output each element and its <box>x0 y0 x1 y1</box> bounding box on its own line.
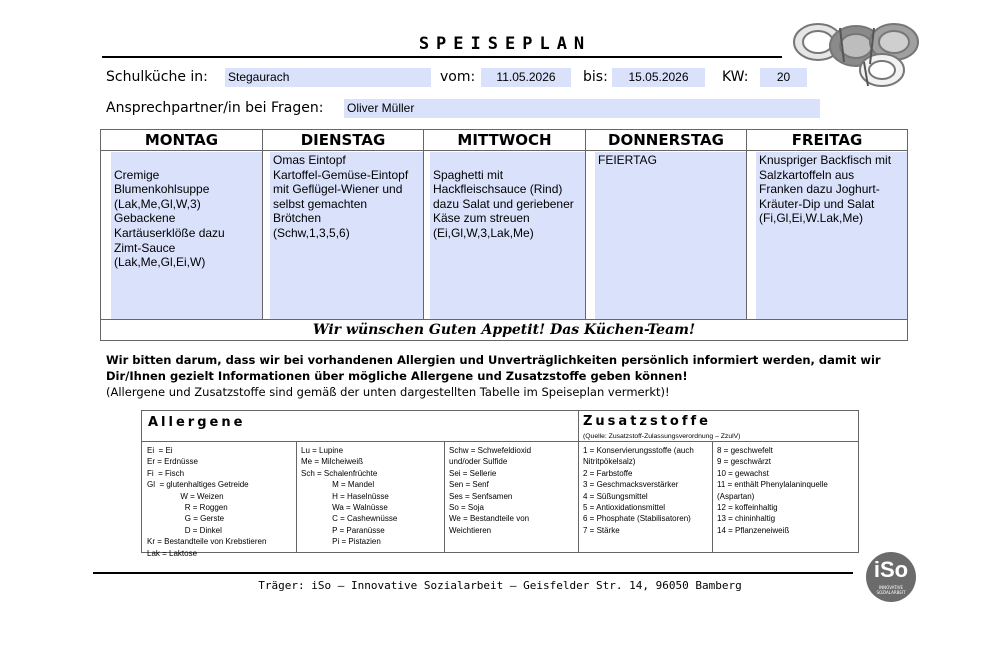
menu-cell-wednesday <box>424 152 585 319</box>
day-header-wednesday: MITTWOCH <box>424 130 585 151</box>
allergens-col-3: Schw = Schwefeldioxid und/oder Sulfide Sei = Sellerie Sen = Senf Ses = Senfsamen So = Soja We = Bestandteile von Weichtieren <box>449 446 532 535</box>
menu-cell-tuesday <box>263 152 423 319</box>
to-label: bis: <box>583 69 608 85</box>
menu-cell-thursday <box>586 152 746 319</box>
menu-text-wednesday[interactable]: Spaghetti mit Hackfleischsauce (Rind) dazu Salat und geriebener Käse zum streuen (Ei,Gl,W,3,Lak,Me) <box>430 152 585 319</box>
menu-cell-friday <box>747 152 907 319</box>
additives-title: Zusatzstoffe <box>583 414 711 429</box>
logo-text: iSo <box>873 557 909 582</box>
slogan: Wir wünschen Guten Appetit! Das Küchen-Team! <box>101 319 907 340</box>
menu-text-thursday[interactable]: FEIERTAG <box>595 152 746 319</box>
day-header-monday: MONTAG <box>101 130 262 151</box>
additives-col-2: 8 = geschwefelt 9 = geschwärzt 10 = gewachst 11 = enthält Phenylalaninquelle (Aspartan) 12 = koffeinhaltig 13 = chininhaltig 14 = Pflanzeneiweiß <box>717 446 828 535</box>
allergen-table <box>141 410 859 558</box>
menu-text-monday[interactable]: Cremige Blumenkohlsuppe (Lak,Me,Gl,W,3) Gebackene Kartäuserklöße dazu Zimt-Sauce (Lak,Me,Gl,Ei,W) <box>111 152 262 319</box>
day-header-thursday: DONNERSTAG <box>586 130 746 151</box>
contact-field[interactable]: Oliver Müller <box>344 99 820 118</box>
additives-col-1: 1 = Konservierungsstoffe (auch Nitritpökelsalz) 2 = Farbstoffe 3 = Geschmacksverstärker 4 = Süßungsmittel 5 = Antioxidationsmittel 6 = Phosphate (Stabilisatoren) 7 = Stärke <box>583 446 694 535</box>
allergy-notice <box>106 352 896 400</box>
to-date-field[interactable]: 15.05.2026 <box>612 68 705 87</box>
from-label: vom: <box>440 69 476 85</box>
week-label: KW: <box>722 69 749 85</box>
footer-divider <box>93 572 853 574</box>
page-title: SPEISEPLAN <box>418 34 592 54</box>
menu-text-tuesday[interactable]: Omas Eintopf Kartoffel-Gemüse-Eintopf mit Geflügel-Wiener und selbst gemachten Brötchen (Schw,1,3,5,6) <box>270 152 423 319</box>
contact-label: Ansprechpartner/in bei Fragen: <box>106 100 324 116</box>
allergens-col-2: Lu = Lupine Me = Milcheiweiß Sch = Schalenfrüchte M = Mandel H = Haselnüsse Wa = Walnüsse C = Cashewnüsse P = Paranüsse Pi = Pistazien <box>301 446 398 547</box>
day-header-friday: FREITAG <box>747 130 907 151</box>
notice-text: (Allergene und Zusatzstoffe sind gemäß der unten dargestellten Tabelle im Speiseplan vermerkt)! <box>106 385 670 399</box>
from-date-field[interactable]: 11.05.2026 <box>481 68 571 87</box>
kitchen-label: Schulküche in: <box>106 69 208 85</box>
allergens-col-1: Ei = Ei Er = Erdnüsse Fi = Fisch Gl = glutenhaltiges Getreide W = Weizen R = Roggen G = Gerste D = Dinkel Kr = Bestandteile von Krebstieren Lak = Laktose <box>147 446 267 558</box>
footer-text: Träger: iSo – Innovative Sozialarbeit – Geisfelder Str. 14, 96050 Bamberg <box>258 579 742 592</box>
allergens-title: Allergene <box>148 415 246 430</box>
menu-cell-monday <box>101 152 262 319</box>
logo-subtext: INNOVATIVE SOZIALARBEIT <box>876 585 906 595</box>
week-field[interactable]: 20 <box>760 68 807 87</box>
kitchen-field[interactable]: Stegaurach <box>225 68 431 87</box>
day-header-tuesday: DIENSTAG <box>263 130 423 151</box>
menu-text-friday[interactable]: Knuspriger Backfisch mit Salzkartoffeln aus Franken dazu Joghurt- Kräuter-Dip und Salat (Fi,Gl,Ei,W.Lak,Me) <box>756 152 907 319</box>
iso-logo <box>866 552 916 602</box>
title-divider <box>102 56 782 58</box>
notice-bold-text: Wir bitten darum, dass wir bei vorhandenen Allergien und Unverträglichkeiten persönlich informiert werden, damit wir Dir/Ihnen gezielt Informationen über mögliche Allergene und Zusatzstoffe geben können! <box>106 353 881 383</box>
additives-source: (Quelle: Zusatzstoff-Zulassungsverordnung – ZzulV) <box>583 433 741 440</box>
weekly-menu-table <box>100 129 908 341</box>
